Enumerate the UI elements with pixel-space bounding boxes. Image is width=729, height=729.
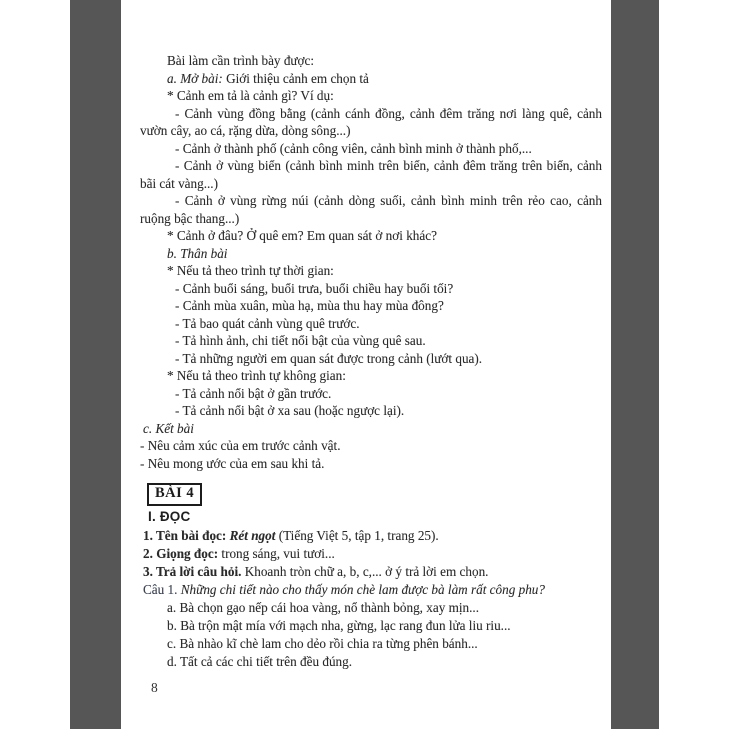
outline-text-line (175, 332, 602, 350)
lesson-text-line (143, 563, 608, 581)
outline-text-line (167, 70, 602, 88)
text-segment: 1. Tên bài đọc: (143, 528, 230, 543)
text-segment: - Tả cảnh nổi bật ở xa sau (hoặc ngược lại). (175, 403, 405, 418)
outline-text-line (175, 297, 602, 315)
outline-text-line (140, 455, 602, 473)
scan-shadow-right-bar (611, 0, 659, 729)
text-segment: - Cảnh mùa xuân, mùa hạ, mùa thu hay mùa đông? (175, 298, 444, 313)
outline-text-line (167, 227, 602, 245)
text-segment: - Cảnh buổi sáng, buổi trưa, buổi chiều hay buổi tối? (175, 280, 454, 296)
outline-text-line (175, 140, 602, 158)
text-segment: bãi cát vàng...) (140, 175, 218, 191)
text-segment: 3. Trả lời câu hỏi. (143, 564, 245, 579)
text-segment: - Cảnh ở vùng biển (cảnh bình minh trên biển, cảnh đêm trăng trên biển, cảnh (175, 158, 602, 173)
outline-text-line (167, 245, 602, 263)
outline-text-line (143, 420, 602, 438)
text-segment: - Cảnh vùng đồng bằng (cảnh cánh đồng, cảnh đêm trăng nơi làng quê, cảnh (175, 105, 602, 121)
text-segment: a. Bà chọn gạo nếp cái hoa vàng, nổ thành bỏng, xay mịn... (167, 600, 480, 615)
outline-text-line (167, 262, 602, 280)
outline-text-line (167, 367, 602, 385)
text-segment: - Cảnh ở vùng rừng núi (cảnh dòng suối, cảnh bình minh trên rẻo cao, cảnh (175, 193, 602, 208)
lesson-text-line (167, 617, 608, 635)
outline-text-line (140, 175, 602, 193)
text-segment: a. Mở bài: (167, 70, 227, 86)
text-segment: Khoanh tròn chữ a, b, c,... ở ý trả lời em chọn. (244, 564, 489, 579)
outline-text-line (175, 385, 602, 403)
outline-text-line (167, 52, 602, 70)
outline-text-line (140, 437, 602, 455)
outline-text-line (175, 315, 602, 333)
text-segment: (Tiếng Việt 5, tập 1, trang 25). (275, 528, 439, 543)
text-segment: - Nêu cảm xúc của em trước cảnh vật. (140, 438, 341, 453)
text-segment: * Nếu tả theo trình tự thời gian: (167, 263, 334, 278)
text-segment: Câu 1. (143, 582, 181, 597)
lesson-text-line (143, 581, 608, 599)
lesson-text-line (167, 599, 608, 617)
text-segment: b. Thân bài (167, 245, 228, 261)
outline-text-line (175, 192, 602, 210)
outline-text-line (167, 87, 602, 105)
text-segment: Rét ngọt (229, 528, 276, 543)
outline-text-line (175, 350, 602, 368)
scan-shadow-left-bar (70, 0, 121, 729)
text-segment: vườn cây, ao cá, rặng dừa, dòng sông...) (140, 123, 351, 138)
outline-text-line (175, 105, 602, 123)
outline-text-line (175, 157, 602, 175)
lesson-text-line (143, 545, 608, 563)
essay-outline-text-block (140, 52, 602, 472)
lesson-4-content-block (140, 527, 608, 671)
text-segment: d. Tất cả các chi tiết trên đều đúng. (167, 654, 353, 669)
text-segment: Giới thiệu cảnh em chọn tả (226, 70, 369, 86)
lesson-text-line (167, 635, 608, 653)
text-segment: ruộng bậc thang...) (140, 210, 240, 226)
page-number: 8 (151, 680, 158, 695)
text-segment: b. Bà trộn mật mía với mạch nha, gừng, lạc rang đun lửa liu riu... (167, 618, 511, 633)
text-segment: * Nếu tả theo trình tự không gian: (167, 368, 346, 383)
text-segment: c. Kết bài (143, 420, 194, 436)
outline-text-line (140, 122, 602, 140)
text-segment: Những chi tiết nào cho thấy món chè lam được bà làm rất công phu? (180, 582, 545, 597)
section-heading-reading: I. ĐỌC (148, 509, 191, 524)
text-segment: - Tả bao quát cảnh vùng quê trước. (175, 315, 360, 331)
outline-text-line (175, 402, 602, 420)
text-segment: - Tả những người em quan sát được trong cảnh (lướt qua). (175, 350, 483, 366)
text-segment: Bài làm cần trình bày được: (167, 53, 315, 68)
lesson-text-line (167, 653, 608, 671)
text-segment: - Nêu mong ước của em sau khi tả. (140, 455, 325, 471)
lesson-text-line (143, 527, 608, 545)
text-segment: - Tả hình ảnh, chi tiết nổi bật của vùng quê sau. (175, 333, 426, 348)
text-segment: c. Bà nhào kĩ chè lam cho dẻo rồi chia ra từng phên bánh... (167, 636, 478, 651)
outline-text-line (140, 210, 602, 228)
lesson-4-title-box: BÀI 4 (147, 483, 202, 506)
text-segment: trong sáng, vui tươi... (221, 546, 335, 561)
text-segment: * Cảnh ở đâu? Ở quê em? Em quan sát ở nơi khác? (167, 228, 437, 243)
text-segment: 2. Giọng đọc: (143, 546, 222, 561)
text-segment: * Cảnh em tả là cảnh gì? Ví dụ: (167, 88, 334, 103)
text-segment: - Tả cảnh nổi bật ở gần trước. (175, 385, 332, 401)
outline-text-line (175, 280, 602, 298)
text-segment: - Cảnh ở thành phố (cảnh công viên, cảnh bình minh ở thành phố,... (175, 140, 532, 156)
